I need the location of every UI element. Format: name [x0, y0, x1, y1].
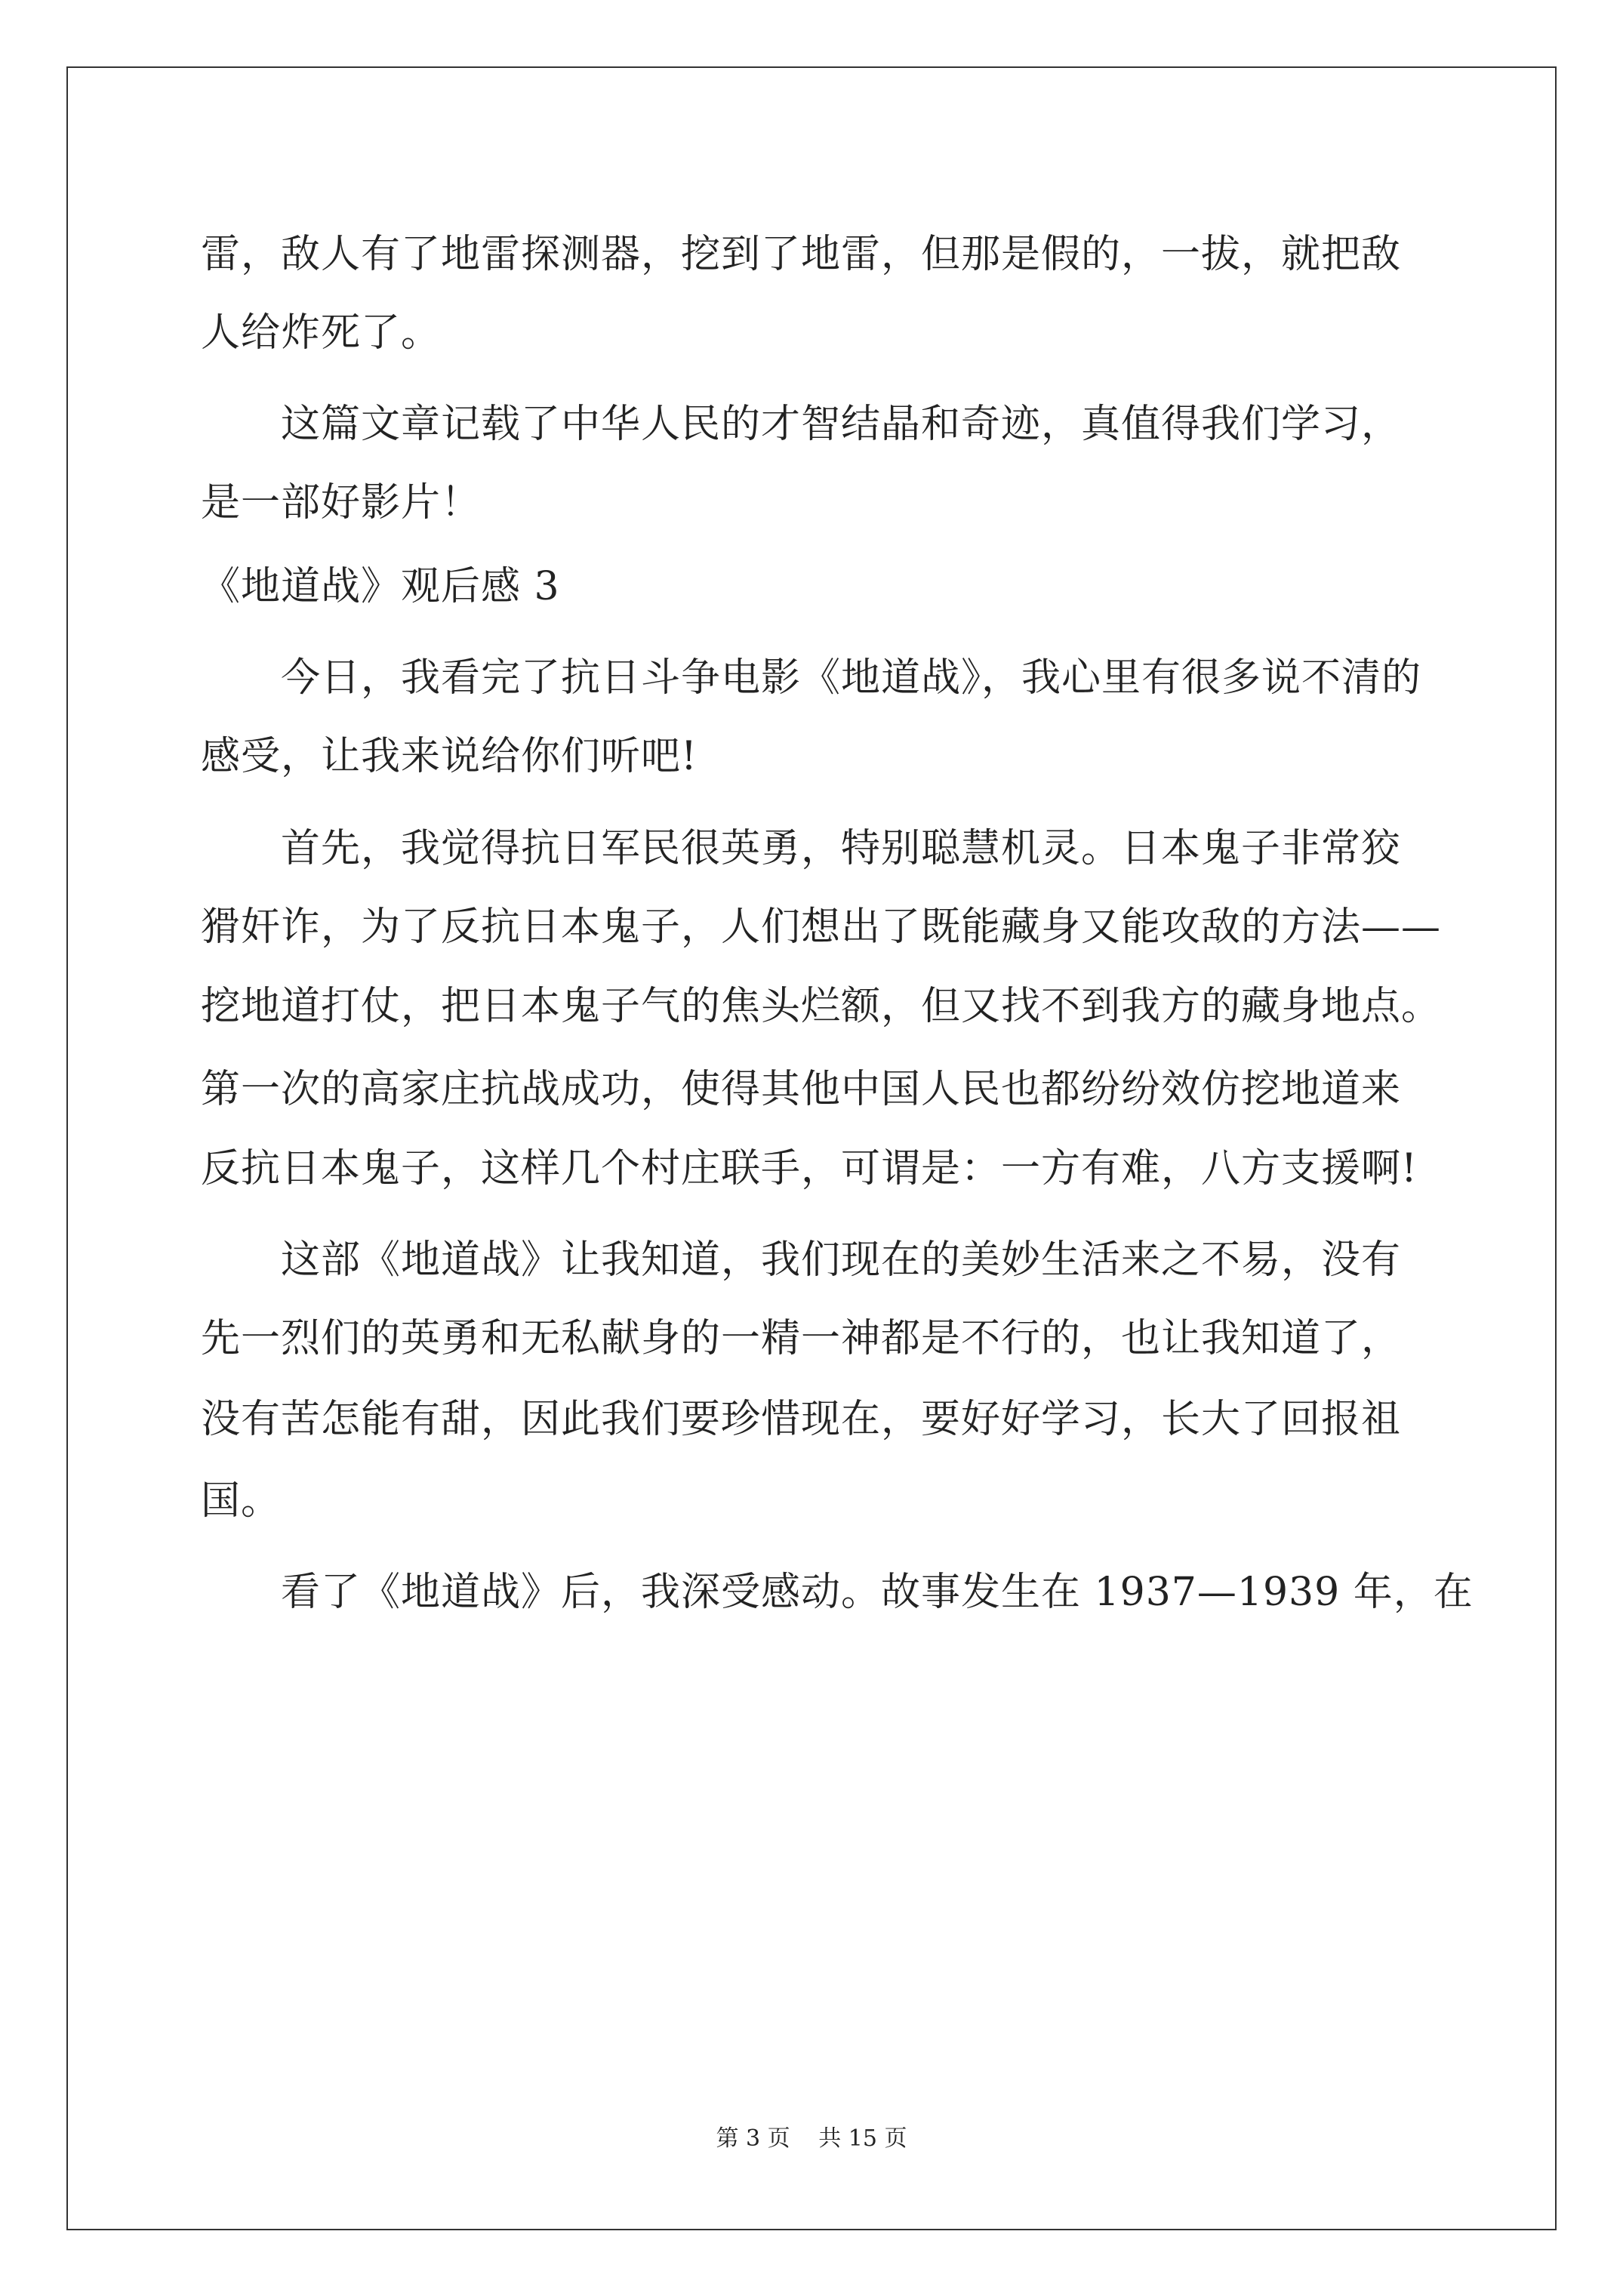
text-line: 这篇文章记载了中华人民的才智结晶和奇迹，真值得我们学习， — [281, 402, 1402, 447]
section-heading: 《地道战》观后感 3 — [201, 564, 560, 609]
text-line: 感受，让我来说给你们听吧! — [201, 734, 698, 779]
text-line: 首先，我觉得抗日军民很英勇，特别聪慧机灵。日本鬼子非常狡 — [281, 826, 1402, 871]
text-line: 雷，敌人有了地雷探测器，挖到了地雷，但那是假的，一拔，就把敌 — [201, 232, 1402, 277]
text-line: 看了《地道战》后，我深受感动。故事发生在 1937—1939 年，在 — [281, 1570, 1474, 1615]
text-line: 没有苦怎能有甜，因此我们要珍惜现在，要好好学习，长大了回报祖 — [201, 1397, 1402, 1442]
text-line: 先一烈们的英勇和无私献身的一精一神都是不行的，也让我知道了， — [201, 1316, 1402, 1361]
text-line: 是一部好影片！ — [201, 480, 482, 525]
text-line: 这部《地道战》让我知道，我们现在的美妙生活来之不易，没有 — [281, 1237, 1402, 1283]
text-line: 挖地道打仗，把日本鬼子气的焦头烂额，但又找不到我方的藏身地点。 — [201, 984, 1442, 1029]
page-footer — [0, 2125, 1623, 2153]
text-line: 人给炸死了。 — [201, 310, 442, 356]
text-line: 第一次的高家庄抗战成功，使得其他中国人民也都纷纷效仿挖地道来 — [201, 1067, 1402, 1112]
page-number: 第 3 页 — [716, 2125, 790, 2152]
total-pages: 共 15 页 — [818, 2125, 907, 2152]
text-line: 猾奸诈，为了反抗日本鬼子，人们想出了既能藏身又能攻敌的方法—— — [201, 905, 1442, 950]
text-line: 今日，我看完了抗日斗争电影《地道战》，我心里有很多说不清的 — [281, 655, 1422, 701]
text-line: 国。 — [201, 1478, 282, 1524]
text-line: 反抗日本鬼子，这样几个村庄联手，可谓是：一方有难，八方支援啊! — [201, 1146, 1418, 1191]
